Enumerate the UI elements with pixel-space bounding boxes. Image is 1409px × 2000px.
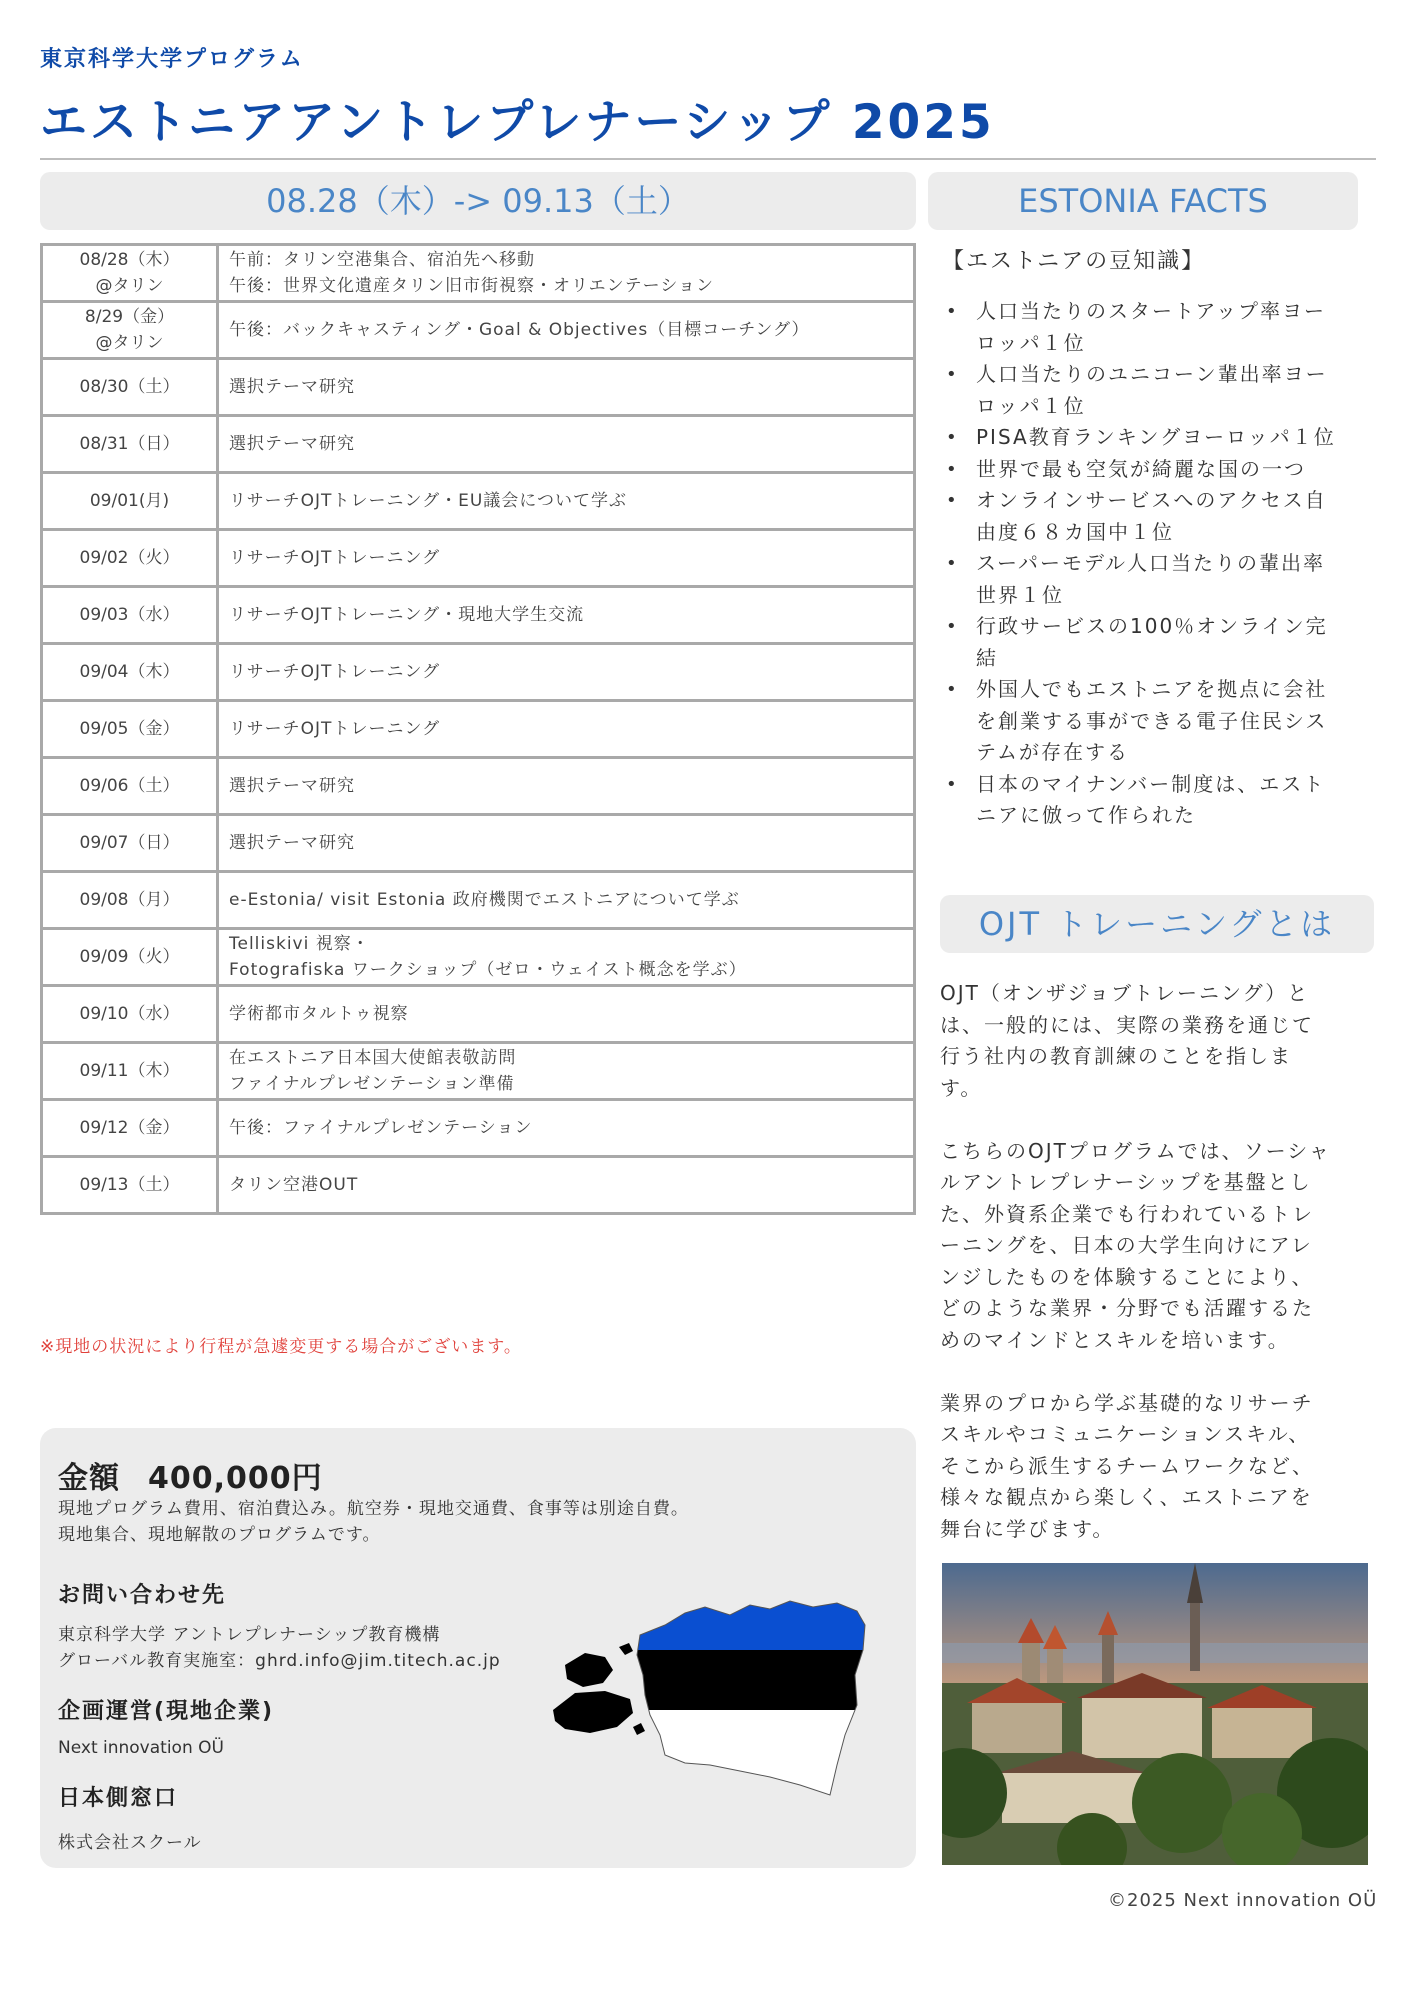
- fact-line: ロッパ１位: [976, 393, 1086, 418]
- ojt-line: た、外資系企業でも行われているトレ: [940, 1201, 1314, 1226]
- facts-list: [946, 296, 1366, 832]
- fact-item: [946, 422, 1366, 454]
- operator-name: Next innovation OÜ: [58, 1738, 224, 1758]
- schedule-date-cell: [42, 1100, 218, 1157]
- fact-line: • 行政サービスの100％オンライン完: [976, 614, 1328, 638]
- schedule-activity: 学術都市タルトゥ視察: [229, 1004, 409, 1024]
- schedule-date-cell: [42, 815, 218, 872]
- fact-item: [946, 769, 1366, 832]
- fact-line: • 外国人でもエストニアを拠点に会社: [976, 677, 1328, 701]
- ojt-line: そこから派生するチームワークなど、: [940, 1453, 1314, 1478]
- schedule-date-cell: [42, 359, 218, 416]
- schedule-row: [42, 587, 915, 644]
- price-description: [58, 1496, 689, 1548]
- fact-line: テムが存在する: [976, 740, 1129, 764]
- schedule-date-cell: [42, 530, 218, 587]
- schedule-date: 08/31（日）: [79, 434, 180, 454]
- ojt-paragraph: [940, 1136, 1370, 1357]
- ojt-line: スキルやコミュニケーションスキル、: [940, 1422, 1311, 1446]
- fact-item: [946, 674, 1366, 769]
- ojt-line: 様々な観点から楽しく、エストニアを: [940, 1485, 1313, 1509]
- schedule-activity-cell: [218, 701, 915, 758]
- ojt-line: OJT（オンザジョブトレーニング）と: [940, 981, 1310, 1005]
- schedule-activity-cell: [218, 1157, 915, 1214]
- schedule-date: 8/29（金）: [84, 307, 175, 327]
- ojt-line: 舞台に学びます。: [940, 1516, 1115, 1541]
- fact-line: • 人口当たりのユニコーン輩出率ヨー: [976, 362, 1328, 386]
- schedule-row: [42, 359, 915, 416]
- schedule-activity-cell: [218, 1100, 915, 1157]
- fact-line: を創業する事ができる電子住民シス: [976, 708, 1328, 733]
- ojt-banner: OJT トレーニングとは: [940, 895, 1374, 953]
- schedule-activity-cell: [218, 758, 915, 815]
- schedule-date-cell: [42, 758, 218, 815]
- schedule-activity-cell: [218, 302, 915, 359]
- schedule-date: 09/09（火）: [79, 947, 180, 967]
- schedule-date: 09/06（土）: [79, 776, 180, 796]
- schedule-date: 09/10（水）: [79, 1004, 180, 1024]
- schedule-activity-cell: [218, 416, 915, 473]
- schedule-activity-cell: [218, 872, 915, 929]
- ojt-line: めのマインドとスキルを培います。: [940, 1327, 1290, 1352]
- schedule-date-cell: [42, 644, 218, 701]
- schedule-date-cell: [42, 929, 218, 986]
- ojt-line: ルアントレプレナーシップを基盤とし: [940, 1170, 1312, 1194]
- ojt-line: 業界のプロから学ぶ基礎的なリサーチ: [940, 1390, 1314, 1415]
- schedule-location: @タリン: [95, 333, 164, 353]
- schedule-date-cell: [42, 1043, 218, 1100]
- japan-contact-heading: 日本側窓口: [58, 1786, 179, 1811]
- schedule-activity: 午後：世界文化遺産タリン旧市街視察・オリエンテーション: [229, 276, 714, 296]
- schedule-date: 09/11（木）: [79, 1061, 180, 1081]
- schedule-row: [42, 872, 915, 929]
- schedule-activity: e-Estonia/ visit Estonia 政府機関でエストニアについて学ぶ: [229, 890, 740, 910]
- schedule-date: 09/08（月）: [79, 890, 180, 910]
- schedule-activity: Fotografiska ワークショップ（ゼロ・ウェイスト概念を学ぶ）: [229, 960, 747, 980]
- schedule-table: [40, 243, 916, 1215]
- schedule-activity: 選択テーマ研究: [229, 434, 355, 454]
- ojt-line: 行う社内の教育訓練のことを指しま: [940, 1044, 1292, 1068]
- schedule-row: [42, 245, 915, 302]
- schedule-activity: Telliskivi 視察・: [229, 934, 370, 954]
- schedule-activity: 午後：ファイナルプレゼンテーション: [229, 1118, 533, 1138]
- program-label: 東京科学大学プログラム: [40, 47, 304, 72]
- fact-line: • スーパーモデル人口当たりの輩出率: [976, 551, 1325, 575]
- fact-line: 結: [976, 645, 998, 670]
- schedule-row: [42, 530, 915, 587]
- fact-item: [946, 485, 1366, 548]
- fact-line: • 人口当たりのスタートアップ率ヨー: [976, 299, 1326, 323]
- schedule-date: 09/03（水）: [79, 605, 180, 625]
- tallinn-old-town-photo: [942, 1563, 1368, 1865]
- schedule-activity-cell: [218, 929, 915, 986]
- price-desc-line: 現地プログラム費用、宿泊費込み。航空券・現地交通費、食事等は別途自費。: [58, 1499, 689, 1519]
- fact-line: 世界１位: [976, 582, 1064, 607]
- schedule-date: 09/01(月): [89, 491, 170, 511]
- schedule-activity-cell: [218, 245, 915, 302]
- estonia-map-drawing: [545, 1595, 875, 1805]
- contact-org: 東京科学大学 アントレプレナーシップ教育機構: [58, 1625, 441, 1645]
- schedule-activity: リサーチOJTトレーニング: [229, 662, 441, 682]
- ojt-line: ンジしたものを体験することにより、: [940, 1264, 1314, 1289]
- schedule-activity: ファイナルプレゼンテーション準備: [229, 1074, 515, 1094]
- schedule-activity: 選択テーマ研究: [229, 833, 355, 853]
- date-range-banner: 08.28（木）-> 09.13（土）: [40, 172, 916, 230]
- operator-heading: 企画運営(現地企業): [58, 1699, 275, 1724]
- fact-line: ニアに倣って作られた: [976, 803, 1196, 827]
- schedule-row: [42, 644, 915, 701]
- schedule-location: @タリン: [95, 276, 164, 296]
- contact-heading: お問い合わせ先: [58, 1583, 227, 1608]
- ojt-line: ーニングを、日本の大学生向けにアレ: [940, 1233, 1313, 1257]
- schedule-date-cell: [42, 701, 218, 758]
- ojt-line: は、一般的には、実際の業務を通じて: [940, 1012, 1314, 1037]
- fact-line: 由度６８カ国中１位: [976, 519, 1174, 544]
- schedule-row: [42, 1157, 915, 1214]
- fact-item: [946, 296, 1366, 359]
- schedule-row: [42, 986, 915, 1043]
- contact-details: [58, 1622, 501, 1674]
- schedule-date-cell: [42, 872, 218, 929]
- facts-banner: ESTONIA FACTS: [928, 172, 1358, 230]
- schedule-date: 08/30（土）: [79, 377, 180, 397]
- schedule-row: [42, 302, 915, 359]
- estonia-flag-map: [545, 1595, 875, 1805]
- fact-item: [946, 359, 1366, 422]
- schedule-activity: 選択テーマ研究: [229, 377, 355, 397]
- schedule-row: [42, 1043, 915, 1100]
- schedule-row: [42, 929, 915, 986]
- schedule-body: [42, 245, 915, 1214]
- ojt-description: [940, 978, 1370, 1577]
- schedule-date: 09/07（日）: [79, 833, 180, 853]
- fact-line: • PISA教育ランキングヨーロッパ１位: [976, 425, 1336, 449]
- page-title: エストニアアントレプレナーシップ 2025: [40, 95, 995, 150]
- schedule-date-cell: [42, 302, 218, 359]
- ojt-line: こちらのOJTプログラムでは、ソーシャ: [940, 1138, 1331, 1163]
- ojt-paragraph: [940, 978, 1370, 1104]
- schedule-activity-cell: [218, 473, 915, 530]
- schedule-activity-cell: [218, 644, 915, 701]
- schedule-date: 09/02（火）: [79, 548, 180, 568]
- fact-line: ロッパ１位: [976, 330, 1086, 355]
- schedule-activity-cell: [218, 587, 915, 644]
- schedule-row: [42, 758, 915, 815]
- schedule-row: [42, 701, 915, 758]
- schedule-date: 09/05（金）: [79, 719, 180, 739]
- schedule-note: ※現地の状況により行程が急遽変更する場合がございます。: [40, 1337, 522, 1357]
- contact-email[interactable]: グローバル教育実施室：ghrd.info@jim.titech.ac.jp: [58, 1651, 501, 1671]
- price-value: 400,000円: [148, 1461, 323, 1496]
- header-divider: [40, 158, 1376, 160]
- schedule-activity-cell: [218, 359, 915, 416]
- schedule-date-cell: [42, 416, 218, 473]
- schedule-date: 09/04（木）: [79, 662, 180, 682]
- schedule-activity: リサーチOJTトレーニング・EU議会について学ぶ: [229, 491, 627, 511]
- fact-line: • オンラインサービスへのアクセス自: [976, 488, 1327, 512]
- schedule-row: [42, 815, 915, 872]
- schedule-date: 08/28（木）: [79, 250, 180, 270]
- fact-item: [946, 611, 1366, 674]
- schedule-date-cell: [42, 587, 218, 644]
- price-line: [58, 1453, 323, 1497]
- schedule-date: 09/12（金）: [79, 1118, 180, 1138]
- schedule-activity: 在エストニア日本国大使館表敬訪問: [229, 1048, 517, 1068]
- schedule-activity: リサーチOJTトレーニング・現地大学生交流: [229, 605, 585, 625]
- schedule-activity-cell: [218, 530, 915, 587]
- schedule-activity: タリン空港OUT: [229, 1175, 359, 1195]
- schedule-activity-cell: [218, 1043, 915, 1100]
- schedule-date-cell: [42, 1157, 218, 1214]
- price-desc-line: 現地集合、現地解散のプログラムです。: [58, 1525, 381, 1545]
- schedule-activity: リサーチOJTトレーニング: [229, 548, 441, 568]
- schedule-date: 09/13（土）: [79, 1175, 180, 1195]
- fact-item: [946, 454, 1366, 486]
- schedule-date-cell: [42, 473, 218, 530]
- schedule-activity-cell: [218, 815, 915, 872]
- ojt-paragraph: [940, 1388, 1370, 1546]
- schedule-row: [42, 416, 915, 473]
- schedule-row: [42, 1100, 915, 1157]
- fact-line: • 日本のマイナンバー制度は、エスト: [976, 771, 1326, 796]
- schedule-activity: 午前：タリン空港集合、宿泊先へ移動: [229, 250, 535, 270]
- fact-item: [946, 548, 1366, 611]
- ojt-line: す。: [940, 1075, 983, 1100]
- schedule-activity: 選択テーマ研究: [229, 776, 355, 796]
- schedule-row: [42, 473, 915, 530]
- schedule-date-cell: [42, 245, 218, 302]
- japan-contact-name: 株式会社スクール: [58, 1833, 202, 1853]
- copyright-text: ©2025 Next innovation OÜ: [1108, 1890, 1378, 1911]
- schedule-activity: 午後：バックキャスティング・Goal & Objectives（目標コーチング）: [229, 320, 810, 340]
- price-label: 金額: [58, 1461, 120, 1496]
- schedule-activity: リサーチOJTトレーニング: [229, 719, 441, 739]
- fact-line: • 世界で最も空気が綺麗な国の一つ: [976, 456, 1306, 481]
- facts-heading: 【エストニアの豆知識】: [942, 249, 1206, 274]
- tallinn-photo-drawing: [942, 1563, 1368, 1865]
- schedule-date-cell: [42, 986, 218, 1043]
- schedule-activity-cell: [218, 986, 915, 1043]
- ojt-line: どのような業界・分野でも活躍するた: [940, 1296, 1314, 1320]
